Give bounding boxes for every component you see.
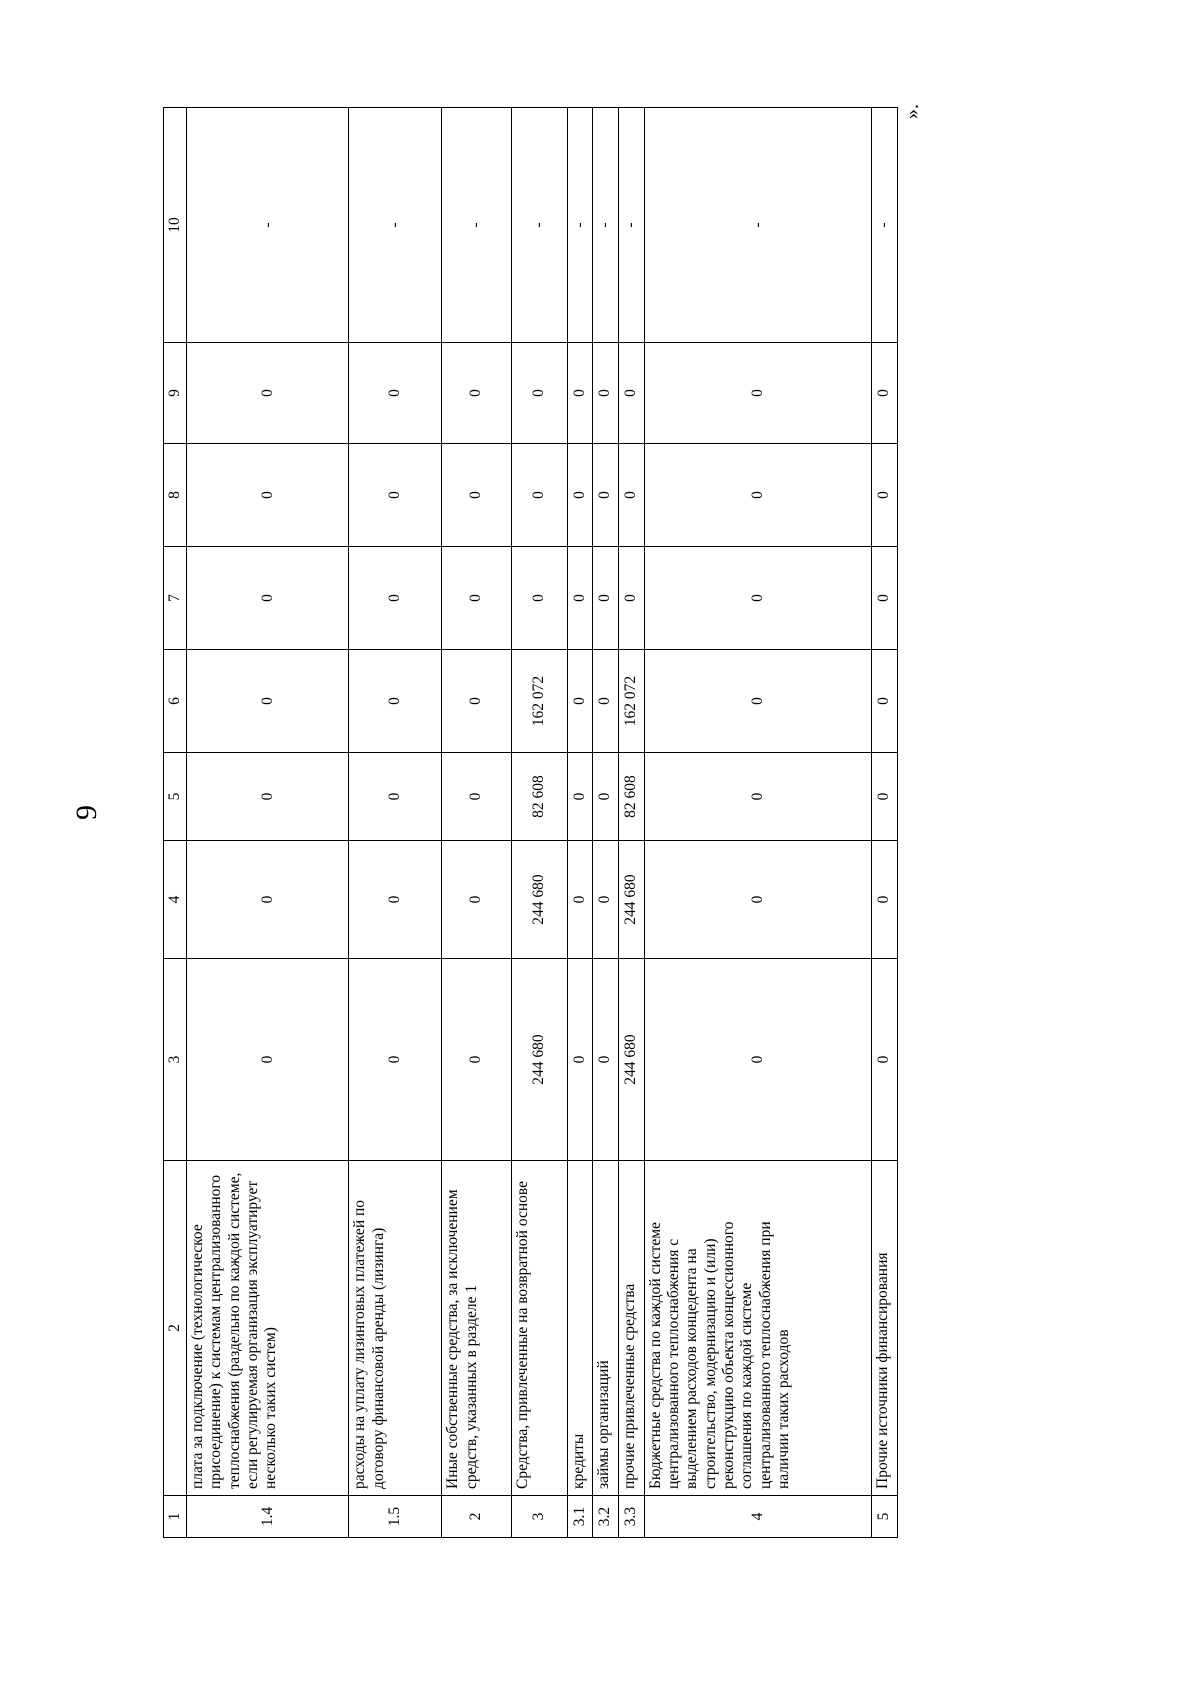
table-row xyxy=(187,108,349,1538)
table-cell: 0 xyxy=(567,841,592,959)
row-description: расходы на уплату лизинговых платежей по договору финансовой аренды (лизинга) xyxy=(349,1161,442,1496)
row-description: Иные собственные средства, за исключением средств, указанных в разделе 1 xyxy=(442,1161,511,1496)
table-cell: 0 xyxy=(442,959,511,1161)
closing-quote-mark: ». xyxy=(901,104,923,119)
table-cell: 0 xyxy=(644,841,871,959)
table-cell: 82 608 xyxy=(618,753,644,841)
table-row xyxy=(871,108,897,1538)
table-cell: 0 xyxy=(567,959,592,1161)
column-number: 5 xyxy=(164,753,187,841)
table-cell: 0 xyxy=(442,547,511,650)
column-number: 9 xyxy=(164,343,187,444)
row-number: 1.5 xyxy=(349,1496,442,1538)
table-cell: 0 xyxy=(592,444,618,547)
row-description: Средства, привлеченные на возвратной основе xyxy=(511,1161,567,1496)
table-cell: 0 xyxy=(871,753,897,841)
financing-sources-table-rotated xyxy=(163,108,898,1538)
table-cell: 0 xyxy=(567,547,592,650)
table-cell: - xyxy=(592,108,618,343)
table-cell: 0 xyxy=(187,959,349,1161)
table-cell: 0 xyxy=(871,444,897,547)
table-cell: 0 xyxy=(644,343,871,444)
table-row xyxy=(644,108,871,1538)
table-cell: 244 680 xyxy=(618,959,644,1161)
table-cell: 0 xyxy=(187,343,349,444)
table-cell: - xyxy=(511,108,567,343)
row-description: плата за подключение (технологическое присоединение) к системам централизованного теплоснабжения (раздельно по каждой системе, если регулируемая организация эксплуатирует несколько таких систем) xyxy=(187,1161,349,1496)
table-cell: 0 xyxy=(644,650,871,753)
table-cell: 0 xyxy=(567,753,592,841)
table-cell: - xyxy=(187,108,349,343)
table-cell: 0 xyxy=(187,650,349,753)
table-cell: 0 xyxy=(442,650,511,753)
table-cell: 0 xyxy=(644,959,871,1161)
table-cell: 0 xyxy=(618,444,644,547)
table-cell: 0 xyxy=(349,959,442,1161)
table-cell: - xyxy=(442,108,511,343)
table-cell: 0 xyxy=(349,841,442,959)
row-number: 3.2 xyxy=(592,1496,618,1538)
table-cell: 244 680 xyxy=(618,841,644,959)
table-cell: 0 xyxy=(592,959,618,1161)
table-cell: 0 xyxy=(187,547,349,650)
table-row xyxy=(442,108,511,1538)
table-cell: 244 680 xyxy=(511,841,567,959)
table-row xyxy=(618,108,644,1538)
column-number: 2 xyxy=(164,1161,187,1496)
column-number: 7 xyxy=(164,547,187,650)
row-description: Бюджетные средства по каждой системе централизованного теплоснабжения с выделением расходов концедента на строительство, модернизацию и (или) реконструкцию объекта концессионного соглашения по каждой системе централизованного теплоснабжения при наличии таких расходов xyxy=(644,1161,871,1496)
column-number: 4 xyxy=(164,841,187,959)
row-number: 1.4 xyxy=(187,1496,349,1538)
column-number: 8 xyxy=(164,444,187,547)
table-cell: 244 680 xyxy=(511,959,567,1161)
table-cell: 0 xyxy=(644,753,871,841)
table-cell: 0 xyxy=(644,547,871,650)
row-description: кредиты xyxy=(567,1161,592,1496)
table-cell: 0 xyxy=(592,650,618,753)
table-cell: 0 xyxy=(567,343,592,444)
row-number: 2 xyxy=(442,1496,511,1538)
table-cell: 0 xyxy=(567,444,592,547)
table-cell: 162 072 xyxy=(511,650,567,753)
table-cell: - xyxy=(567,108,592,343)
table-cell: 0 xyxy=(511,547,567,650)
table-cell: 0 xyxy=(442,841,511,959)
table-cell: 0 xyxy=(618,343,644,444)
page-number: 9 xyxy=(70,805,103,820)
table-row xyxy=(567,108,592,1538)
row-description: прочие привлеченные средства xyxy=(618,1161,644,1496)
table-row xyxy=(349,108,442,1538)
row-number: 5 xyxy=(871,1496,897,1538)
table-cell: 0 xyxy=(592,753,618,841)
table-cell: 0 xyxy=(442,444,511,547)
table-row xyxy=(592,108,618,1538)
column-number-row xyxy=(164,108,187,1538)
table-cell: 0 xyxy=(187,753,349,841)
table-cell: 0 xyxy=(511,444,567,547)
row-number: 3 xyxy=(511,1496,567,1538)
table-cell: 0 xyxy=(644,444,871,547)
table-cell: 0 xyxy=(349,343,442,444)
table-cell: 0 xyxy=(871,650,897,753)
column-number: 10 xyxy=(164,108,187,343)
table-cell: 0 xyxy=(349,444,442,547)
table-cell: 0 xyxy=(567,650,592,753)
table-cell: 0 xyxy=(349,547,442,650)
financing-sources-table xyxy=(163,107,898,1538)
table-cell: 0 xyxy=(871,841,897,959)
table-cell: 162 072 xyxy=(618,650,644,753)
table-cell: 0 xyxy=(592,841,618,959)
column-number: 6 xyxy=(164,650,187,753)
table-cell: 0 xyxy=(187,841,349,959)
table-cell: 0 xyxy=(592,343,618,444)
table-cell: - xyxy=(349,108,442,343)
table-cell: - xyxy=(644,108,871,343)
table-cell: 0 xyxy=(442,753,511,841)
table-cell: 0 xyxy=(349,650,442,753)
row-description: займы организаций xyxy=(592,1161,618,1496)
column-number: 3 xyxy=(164,959,187,1161)
row-number: 3.3 xyxy=(618,1496,644,1538)
table-cell: - xyxy=(871,108,897,343)
table-cell: 82 608 xyxy=(511,753,567,841)
row-number: 4 xyxy=(644,1496,871,1538)
table-cell: 0 xyxy=(592,547,618,650)
table-cell: 0 xyxy=(871,343,897,444)
table-cell: 0 xyxy=(187,444,349,547)
table-row xyxy=(511,108,567,1538)
table-cell: 0 xyxy=(871,959,897,1161)
table-cell: 0 xyxy=(871,547,897,650)
row-description: Прочие источники финансирования xyxy=(871,1161,897,1496)
column-number: 1 xyxy=(164,1496,187,1538)
table-cell: - xyxy=(618,108,644,343)
table-cell: 0 xyxy=(442,343,511,444)
table-cell: 0 xyxy=(511,343,567,444)
row-number: 3.1 xyxy=(567,1496,592,1538)
table-cell: 0 xyxy=(349,753,442,841)
table-cell: 0 xyxy=(618,547,644,650)
